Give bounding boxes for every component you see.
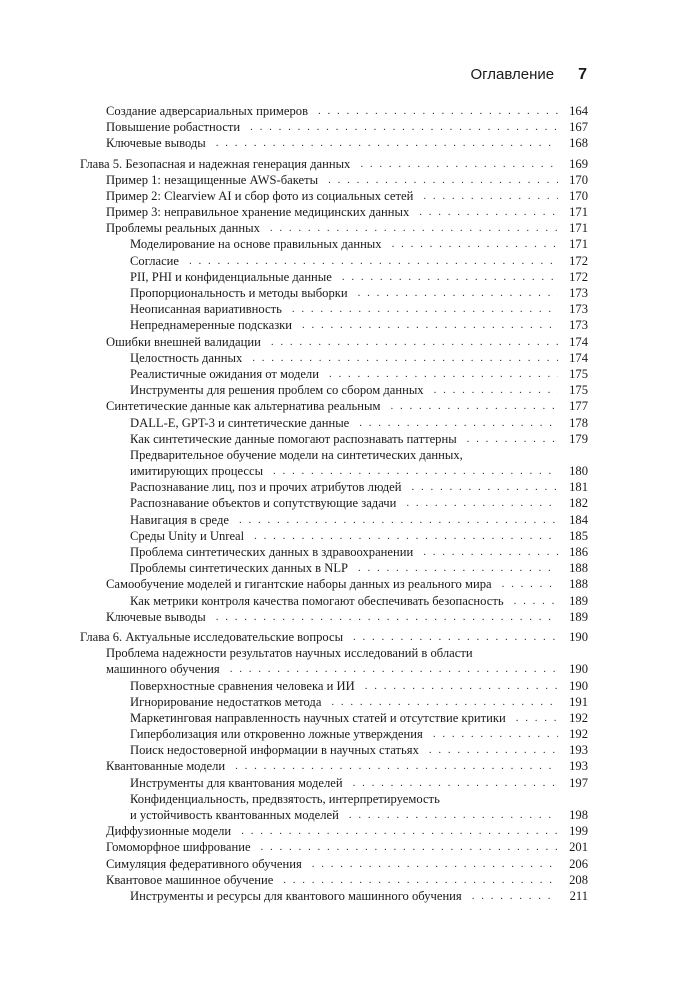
- toc-entry: [80, 253, 588, 269]
- toc-entry-title: Навигация в среде: [130, 512, 229, 527]
- toc-entry-title: Инструменты и ресурсы для квантового машинного обучения: [130, 888, 462, 903]
- dot-leader: [241, 823, 558, 839]
- toc-entry-page: 193: [569, 759, 588, 774]
- toc-entry-title: Гомоморфное шифрование: [106, 840, 251, 855]
- table-of-contents: [80, 103, 588, 904]
- dot-leader: [359, 415, 558, 431]
- dot-leader: [502, 576, 558, 592]
- toc-entry-page: 184: [569, 512, 588, 527]
- dot-leader: [434, 382, 558, 398]
- dot-leader: [358, 285, 558, 301]
- toc-entry: [80, 463, 588, 479]
- toc-entry: [80, 269, 588, 285]
- toc-chapter-title: Глава 6. Актуальные исследовательские вопросы: [80, 629, 344, 644]
- dot-leader: [353, 629, 558, 645]
- toc-entry-title: Симуляция федеративного обучения: [106, 856, 302, 871]
- toc-entry-title: Игнорирование недостатков метода: [130, 694, 322, 709]
- dot-leader: [433, 726, 558, 742]
- toc-entry: [80, 888, 588, 904]
- toc-entry-title: Целостность данных: [130, 350, 243, 365]
- toc-entry-page: 175: [569, 383, 588, 398]
- dot-leader: [514, 593, 558, 609]
- dot-leader: [331, 694, 558, 710]
- toc-entry-title: Гиперболизация или откровенно ложные утверждения: [130, 727, 423, 742]
- toc-entry-page: 171: [569, 205, 588, 220]
- toc-entry-title: Непреднамеренные подсказки: [130, 318, 293, 333]
- toc-entry-page: 201: [569, 840, 588, 855]
- toc-entry-page: 208: [569, 872, 588, 887]
- toc-entry: [80, 678, 588, 694]
- toc-entry-page: 189: [569, 593, 588, 608]
- toc-entry-title: и устойчивость квантованных моделей: [130, 808, 339, 823]
- toc-entry-page: 172: [569, 269, 588, 284]
- toc-entry-title: Моделирование на основе правильных данных: [130, 237, 382, 252]
- toc-entry-page: 171: [569, 237, 588, 252]
- toc-entry-title: Пропорциональность и методы выборки: [130, 286, 348, 301]
- dot-leader: [239, 512, 558, 528]
- toc-entry: [80, 301, 588, 317]
- dot-leader: [342, 269, 558, 285]
- toc-entry: [80, 742, 588, 758]
- toc-entry: [80, 204, 588, 220]
- dot-leader: [312, 856, 558, 872]
- toc-entry-title: Как метрики контроля качества помогают обеспечивать безопасность: [130, 593, 504, 608]
- toc-entry: [80, 285, 588, 301]
- toc-entry-title: PII, PHI и конфиденциальные данные: [130, 269, 332, 284]
- toc-entry: [80, 188, 588, 204]
- toc-entry: [80, 103, 588, 119]
- toc-entry-page: 186: [569, 545, 588, 560]
- dot-leader: [328, 172, 558, 188]
- toc-entry-title: Ключевые выводы: [106, 136, 206, 151]
- toc-entry-page: 174: [569, 350, 588, 365]
- dot-leader: [423, 188, 558, 204]
- toc-entry-page: 167: [569, 120, 588, 135]
- running-head: [470, 66, 587, 84]
- page-number: 7: [578, 66, 587, 83]
- toc-entry-page: 171: [569, 221, 588, 236]
- toc-entry-title: Квантованные модели: [106, 759, 226, 774]
- toc-entry-page: 169: [569, 156, 588, 171]
- toc-entry: [80, 382, 588, 398]
- dot-leader: [235, 758, 558, 774]
- dot-leader: [230, 661, 558, 677]
- toc-entry-title: машинного обучения: [106, 662, 220, 677]
- toc-entry-title: Проблема синтетических данных в здравоохранении: [130, 545, 414, 560]
- toc-entry-page: 198: [569, 808, 588, 823]
- toc-entry: [80, 856, 588, 872]
- dot-leader: [392, 236, 558, 252]
- dot-leader: [406, 495, 558, 511]
- toc-entry-page: 190: [569, 662, 588, 677]
- dot-leader: [318, 103, 558, 119]
- toc-entry: [80, 528, 588, 544]
- dot-leader: [472, 888, 558, 904]
- toc-entry: [80, 807, 588, 823]
- dot-leader: [271, 334, 558, 350]
- toc-entry: [80, 661, 588, 677]
- dot-leader: [270, 220, 558, 236]
- dot-leader: [353, 775, 558, 791]
- toc-entry-title: Пример 1: незащищенные AWS-бакеты: [106, 172, 319, 187]
- toc-entry-first-line: Проблема надежности результатов научных исследований в области: [106, 646, 473, 661]
- toc-entry-page: 190: [569, 678, 588, 693]
- toc-entry: [80, 431, 588, 447]
- toc-entry-title: Диффузионные модели: [106, 824, 232, 839]
- toc-entry: [80, 479, 588, 495]
- dot-leader: [329, 366, 558, 382]
- toc-entry-title: Создание адверсариальных примеров: [106, 103, 309, 118]
- toc-entry-page: 185: [569, 528, 588, 543]
- toc-entry-title: DALL-E, GPT-3 и синтетические данные: [130, 415, 350, 430]
- toc-entry-first-line: Предварительное обучение модели на синтетических данных,: [130, 447, 463, 462]
- toc-entry-page: 191: [569, 694, 588, 709]
- toc-entry-title: Ключевые выводы: [106, 609, 206, 624]
- toc-entry: [80, 317, 588, 333]
- toc-entry-page: 197: [569, 775, 588, 790]
- dot-leader: [358, 560, 558, 576]
- toc-entry-page: 188: [569, 577, 588, 592]
- toc-entry: [80, 872, 588, 888]
- toc-entry-title: Распознавание лиц, поз и прочих атрибутов людей: [130, 480, 402, 495]
- toc-entry: [80, 609, 588, 625]
- running-head-title: Оглавление: [470, 66, 555, 83]
- toc-entry: [80, 398, 588, 414]
- toc-entry-first-line: Конфиденциальность, предвзятость, интерпретируемость: [130, 791, 440, 806]
- toc-entry-title: Проблемы синтетических данных в NLP: [130, 561, 349, 576]
- toc-entry-title: Поиск недостоверной информации в научных статьях: [130, 743, 419, 758]
- toc-entry: [80, 172, 588, 188]
- dot-leader: [302, 317, 558, 333]
- toc-entry-title: Согласие: [130, 253, 180, 268]
- toc-entry: [80, 839, 588, 855]
- toc-entry: [80, 496, 588, 512]
- dot-leader: [349, 807, 558, 823]
- toc-entry: [80, 544, 588, 560]
- toc-entry: [80, 726, 588, 742]
- toc-entry-page: 170: [569, 188, 588, 203]
- toc-entry: [80, 119, 588, 135]
- toc-chapter-title: Глава 5. Безопасная и надежная генерация данных: [80, 156, 351, 171]
- dot-leader: [365, 678, 558, 694]
- toc-entry-page: 192: [569, 710, 588, 725]
- toc-entry-title: Квантовое машинное обучение: [106, 872, 274, 887]
- toc-entry: [80, 237, 588, 253]
- toc-chapter-5: [80, 156, 588, 172]
- toc-entry-page: 188: [569, 561, 588, 576]
- toc-entry-page: 172: [569, 253, 588, 268]
- dot-leader: [283, 872, 558, 888]
- toc-entry-title: Поверхностные сравнения человека и ИИ: [130, 678, 355, 693]
- toc-entry-page: 173: [569, 318, 588, 333]
- toc-entry: [80, 593, 588, 609]
- toc-entry-page: 206: [569, 856, 588, 871]
- dot-leader: [252, 350, 558, 366]
- toc-entry-title: Маркетинговая направленность научных статей и отсутствие критики: [130, 710, 506, 725]
- dot-leader: [390, 398, 558, 414]
- toc-entry-page: 199: [569, 824, 588, 839]
- toc-chapter-6: [80, 629, 588, 645]
- dot-leader: [467, 431, 558, 447]
- toc-entry-page: 173: [569, 302, 588, 317]
- toc-entry-title: Синтетические данные как альтернатива реальным: [106, 399, 381, 414]
- toc-entry-title: Как синтетические данные помогают распознавать паттерны: [130, 431, 457, 446]
- toc-entry-title: Самообучение моделей и гигантские наборы данных из реального мира: [106, 577, 492, 592]
- toc-entry-page: 175: [569, 366, 588, 381]
- toc-entry: [80, 220, 588, 236]
- dot-leader: [216, 135, 558, 151]
- toc-entry-page: 193: [569, 743, 588, 758]
- toc-entry-page: 182: [569, 496, 588, 511]
- dot-leader: [254, 528, 558, 544]
- dot-leader: [411, 479, 558, 495]
- toc-entry-title: Среды Unity и Unreal: [130, 528, 245, 543]
- toc-entry: [80, 823, 588, 839]
- toc-entry: [80, 366, 588, 382]
- toc-entry-title: Пример 3: неправильное хранение медицинских данных: [106, 205, 410, 220]
- toc-entry-page: 168: [569, 136, 588, 151]
- toc-entry-page: 177: [569, 399, 588, 414]
- toc-entry-page: 179: [569, 431, 588, 446]
- toc-entry-page: 181: [569, 480, 588, 495]
- dot-leader: [419, 204, 558, 220]
- toc-entry-page: 178: [569, 415, 588, 430]
- toc-entry-title: Инструменты для решения проблем со сбором данных: [130, 383, 424, 398]
- toc-entry-title: Реалистичные ожидания от модели: [130, 366, 319, 381]
- toc-entry-page: 170: [569, 172, 588, 187]
- toc-entry: [80, 512, 588, 528]
- toc-entry-page: 174: [569, 334, 588, 349]
- toc-entry: [80, 560, 588, 576]
- dot-leader: [250, 119, 558, 135]
- dot-leader: [216, 609, 558, 625]
- dot-leader: [261, 839, 558, 855]
- toc-entry-title: Ошибки внешней валидации: [106, 334, 261, 349]
- toc-entry-page: 192: [569, 727, 588, 742]
- toc-entry: [80, 334, 588, 350]
- toc-entry: [80, 775, 588, 791]
- toc-entry-page: 173: [569, 286, 588, 301]
- toc-entry: [80, 710, 588, 726]
- toc-entry-title: Пример 2: Clearview AI и сбор фото из социальных сетей: [106, 188, 414, 203]
- toc-entry: [80, 350, 588, 366]
- toc-entry-page: 189: [569, 609, 588, 624]
- dot-leader: [292, 301, 558, 317]
- toc-entry: [80, 576, 588, 592]
- toc-entry: [80, 694, 588, 710]
- toc-entry-title: имитирующих процессы: [130, 464, 264, 479]
- toc-entry-title: Распознавание объектов и сопутствующие задачи: [130, 496, 397, 511]
- dot-leader: [189, 253, 558, 269]
- dot-leader: [429, 742, 558, 758]
- toc-entry-page: 211: [569, 888, 588, 903]
- dot-leader: [360, 156, 558, 172]
- dot-leader: [273, 463, 558, 479]
- dot-leader: [516, 710, 558, 726]
- toc-entry: [80, 759, 588, 775]
- toc-entry-page: 190: [569, 629, 588, 644]
- dot-leader: [423, 544, 558, 560]
- toc-entry-title: Проблемы реальных данных: [106, 221, 260, 236]
- toc-entry: [80, 415, 588, 431]
- toc-entry-title: Неописанная вариативность: [130, 302, 282, 317]
- toc-entry-title: Инструменты для квантования моделей: [130, 775, 343, 790]
- toc-entry: [80, 135, 588, 151]
- toc-entry-title: Повышение робастности: [106, 120, 241, 135]
- toc-entry-page: 180: [569, 464, 588, 479]
- toc-entry-page: 164: [569, 103, 588, 118]
